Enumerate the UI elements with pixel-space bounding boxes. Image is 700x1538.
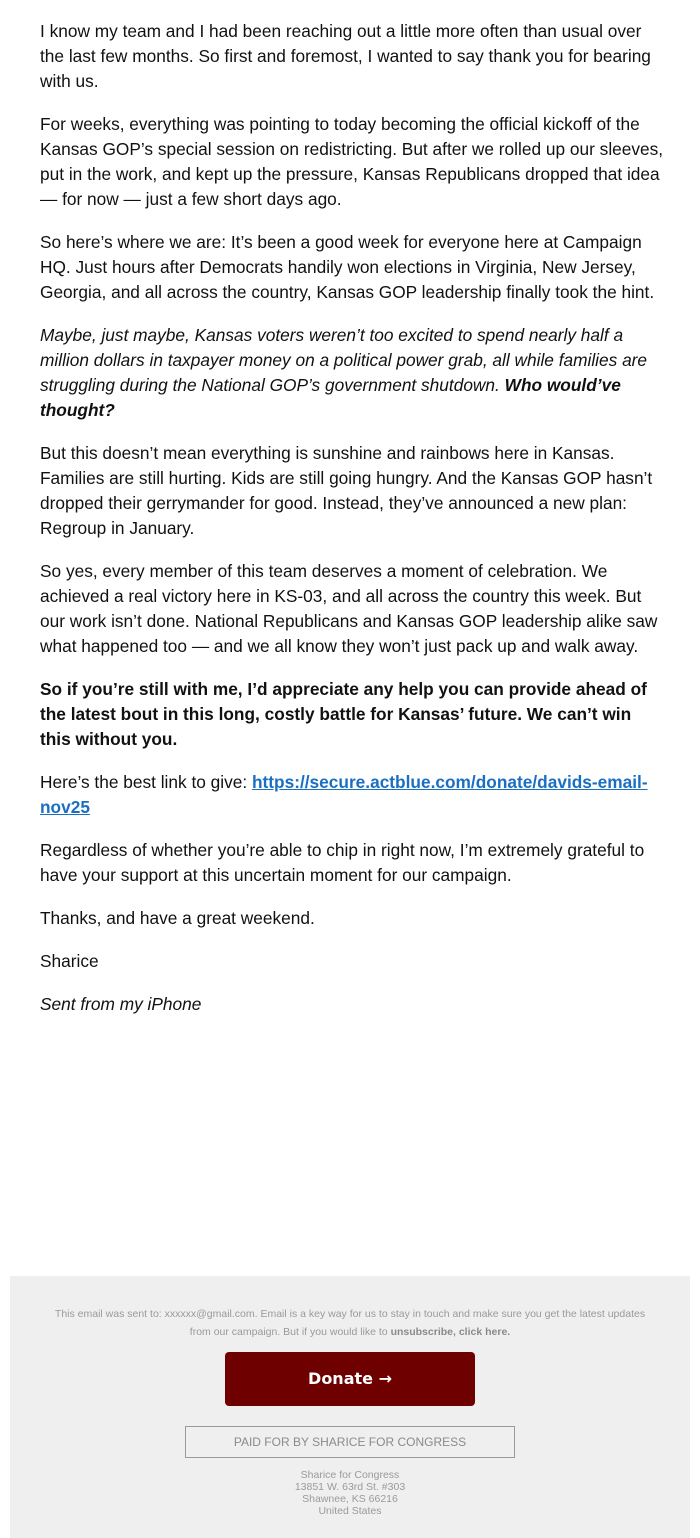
paragraph-thanks: I know my team and I had been reaching out a little more often than usual over the last few months. So first and foremost, I wanted to say thank you for bearing with us. [40,21,651,91]
footer-notice-text: This email was sent to: xxxxxx@gmail.com. Email is a key way for us to stay in touch and make sure you get the latest updates from our campaign. But if you would like to [54,1308,646,1338]
address-line-2: 13851 W. 63rd St. #303 [294,1481,406,1493]
address-line-1: Sharice for Congress [300,1469,400,1481]
email-footer [10,1276,690,1538]
paragraph-gratitude: Regardless of whether you’re able to chip in right now, I’m extremely grateful to have your support at this uncertain moment for our campaign. [40,840,645,885]
paragraph-special-session: For weeks, everything was pointing to today becoming the official kickoff of the Kansas GOP’s special session on redistricting. But after we rolled up our sleeves, put in the work, and kept up the pressure, Kansas Republicans dropped that idea — for now — just a few short days ago. [40,114,664,209]
paragraph-donate-link [40,770,665,820]
email-body [40,19,665,1035]
address-line-4: United States [318,1505,382,1517]
sent-from-iphone: Sent from my iPhone [40,994,202,1014]
footer-notice [50,1305,650,1341]
unsubscribe-link[interactable]: unsubscribe, click here. [390,1326,511,1338]
paid-for-disclaimer: PAID FOR BY SHARICE FOR CONGRESS [185,1426,515,1458]
paragraph-ask: So if you’re still with me, I’d appreciate any help you can provide ahead of the latest bout in this long, costly battle for Kansas’ future. We can’t win this without you. [40,679,647,749]
paragraph-taxpayer-money [40,323,665,423]
paragraph-not-sunshine: But this doesn’t mean everything is sunshine and rainbows here in Kansas. Families are still hurting. Kids are still going hungry. And the Kansas GOP hasn’t dropped their gerrymander for good. Instead, they’ve announced a new plan: Regroup in January. [40,443,653,538]
donate-link-prefix: Here’s the best link to give: [40,772,252,792]
taxpayer-money-text: Maybe, just maybe, Kansas voters weren’t too excited to spend nearly half a million dollars in taxpayer money on a political power grab, all while families are struggling during the National GOP’s government shutdown. [40,325,648,395]
donate-link[interactable]: https://secure.actblue.com/donate/davids-email-nov25 [40,772,648,817]
who-wouldve-thought-text: Who would’ve thought? [40,375,621,420]
mailing-address [250,1469,450,1517]
paragraph-celebration: So yes, every member of this team deserves a moment of celebration. We achieved a real victory here in KS-03, and all across the country this week. But our work isn’t done. National Republicans and Kansas GOP leadership alike saw what happened too — and we all know they won’t just pack up and walk away. [40,561,658,656]
address-line-3: Shawnee, KS 66216 [302,1493,398,1505]
paragraph-sign-off: Thanks, and have a great weekend. [40,908,315,928]
donate-button[interactable]: Donate → [225,1352,475,1406]
paragraph-where-we-are: So here’s where we are: It’s been a good week for everyone here at Campaign HQ. Just hours after Democrats handily won elections in Virginia, New Jersey, Georgia, and all across the country, Kansas GOP leadership finally took the hint. [40,232,655,302]
signature: Sharice [40,951,99,971]
